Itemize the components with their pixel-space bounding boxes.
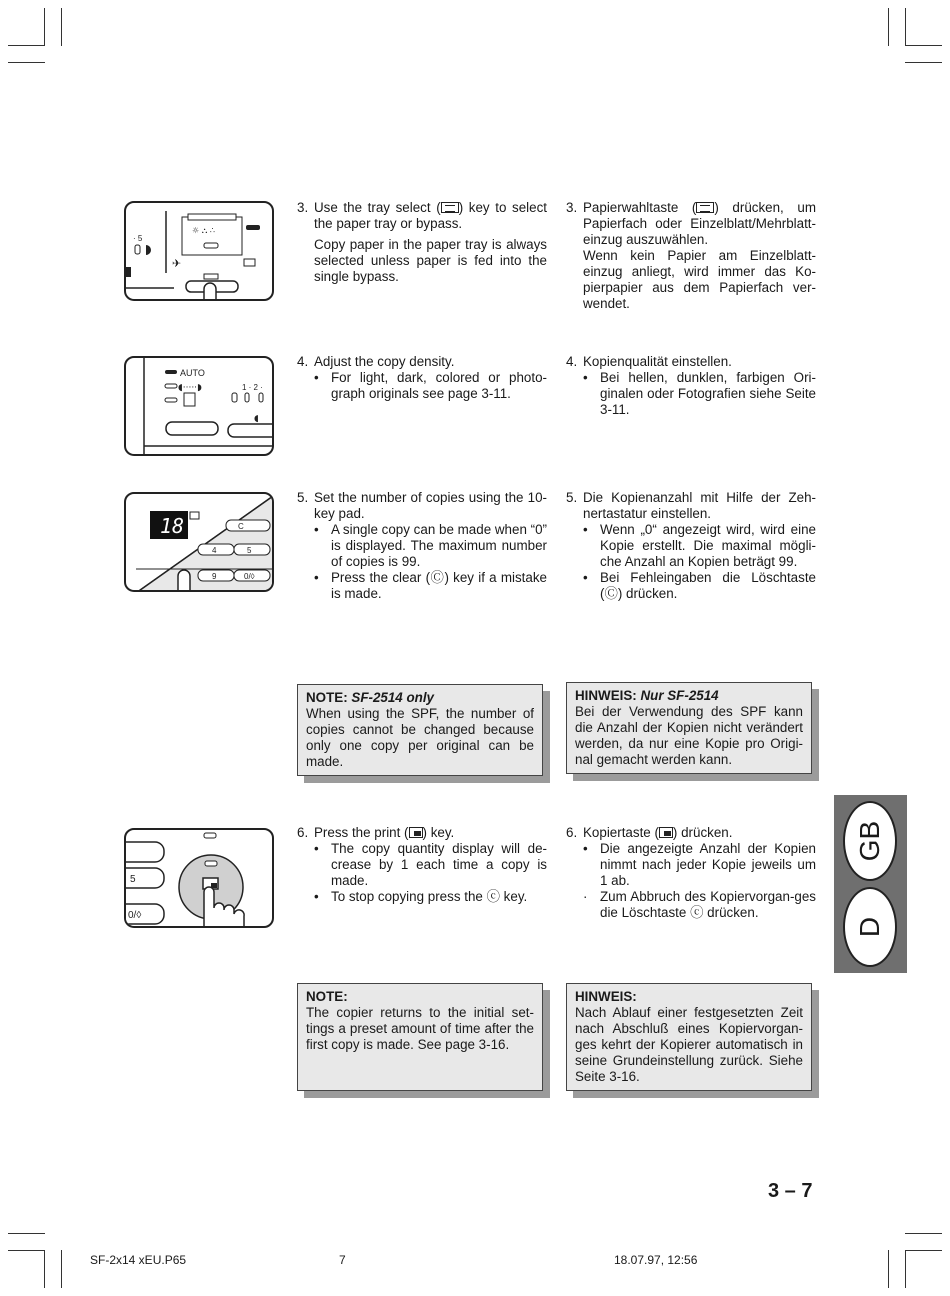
panel1-dot5: · 5: [133, 234, 143, 243]
print-key-icon: [409, 827, 423, 838]
tray-select-icon: [441, 202, 459, 213]
crop-mark: [8, 1233, 45, 1234]
crop-mark: [905, 1250, 906, 1288]
note-body: Nach Ablauf einer festgesetzten Zeit nach Abschluß eines Kopiervorgan-ges kehrt der Kopierer automatisch in seine Grundeinstellung zurück. Siehe Seite 3-16.: [575, 1005, 803, 1084]
list-item: · Zum Abbruch des Kopiervorgan-ges die Löschtaste ⓒ drücken.: [583, 889, 816, 920]
list-item: • To stop copying press the ⓒ key.: [314, 889, 528, 904]
tray-panel-drawing: [126, 203, 274, 301]
key-0: 0/◊: [128, 910, 142, 921]
step-text: Use the tray select ( ) key to select the paper tray or bypass.: [314, 200, 547, 231]
crop-mark: [8, 1250, 45, 1251]
crop-mark: [905, 8, 906, 46]
step-5-de: [566, 490, 816, 602]
list-item: • The copy quantity display will de-crease by 1 each time a copy is made.: [314, 841, 547, 888]
crop-mark: [44, 8, 45, 46]
note-box-sf2514-de: [566, 682, 812, 774]
key-0: 0/◊: [244, 572, 255, 581]
crop-mark: [905, 45, 942, 46]
keypad-panel-illustration: [124, 492, 274, 592]
list-item: • Press the clear (Ⓒ) key if a mistake is made.: [314, 570, 547, 601]
crop-mark: [61, 1250, 62, 1288]
step-text: Press the print ( ) key.: [314, 825, 455, 840]
note-heading: HINWEIS: Nur SF-2514: [575, 688, 719, 703]
language-side-tab: [834, 795, 907, 973]
step-3-de: [566, 200, 816, 312]
note-heading: NOTE:: [306, 989, 348, 1004]
note-body: Bei der Verwendung des SPF kann die Anzahl der Kopien nicht verändert werden, da nur eine Kopie pro Origi-nal gemacht werden kann.: [575, 704, 803, 767]
footer-file-name: SF-2x14 xEU.P65: [90, 1253, 187, 1267]
language-tab-d: D: [843, 887, 897, 967]
panel2-scale: 1 · 2 ·: [242, 383, 263, 392]
step-4-de: [566, 354, 816, 418]
keypad-panel-drawing: [126, 494, 274, 592]
step-text: Papierwahltaste ( ) drücken, um Papierfach oder Einzelblatt/Mehrblatt-einzug auszuwählen.: [583, 200, 816, 247]
step-number: 5.: [566, 490, 578, 505]
list-item: • For light, dark, colored or photo-graph originals see page 3-11.: [314, 370, 547, 401]
list-item: • Die angezeigte Anzahl der Kopien nimmt nach jeder Kopie jeweils um 1 ab.: [583, 841, 816, 888]
crop-mark: [905, 1250, 942, 1251]
print-key-icon: [659, 827, 673, 838]
print-key-panel-illustration: [124, 828, 274, 928]
list-item: • A single copy can be made when “0” is displayed. The maximum number of copies is 99.: [314, 522, 547, 569]
copy-count-display: 18: [160, 514, 185, 538]
crop-mark: [8, 45, 45, 46]
step-3-en: [297, 200, 547, 285]
step-number: 6.: [566, 825, 578, 840]
step-6-en: [297, 825, 547, 905]
key-4: 4: [212, 546, 217, 555]
note-body: When using the SPF, the number of copies cannot be changed because only one copy per original can be made.: [306, 706, 534, 769]
step-number: 3.: [566, 200, 578, 215]
key-c: C: [238, 522, 244, 531]
step-text: Kopiertaste ( ) drücken.: [583, 825, 733, 840]
step-number: 4.: [566, 354, 578, 369]
crop-mark: [888, 1250, 889, 1288]
step-number: 5.: [297, 490, 309, 505]
footer-date: 18.07.97, 12:56: [614, 1253, 698, 1267]
note-heading: NOTE: SF-2514 only: [306, 690, 434, 705]
note-body: The copier returns to the initial set-tings a preset amount of time after the first copy is made. See page 3-16.: [306, 1005, 534, 1052]
key-9: 9: [212, 572, 217, 581]
step-number: 6.: [297, 825, 309, 840]
step-text: Set the number of copies using the 10-key pad.: [314, 490, 547, 521]
svg-text:◖·····◗: ◖·····◗: [178, 383, 202, 393]
list-item: • Bei Fehleingaben die Löschtaste (Ⓒ) drücken.: [583, 570, 816, 601]
crop-mark: [61, 8, 62, 46]
list-item: • Wenn „0“ angezeigt wird, wird eine Kopie erstellt. Die maximal mögli-che Anzahl an Kopien beträgt 99.: [583, 522, 816, 569]
crop-mark: [905, 62, 942, 63]
panel2-auto: AUTO: [180, 368, 205, 378]
step-paragraph: Wenn kein Papier am Einzelblatt-einzug anliegt, wird immer das Ko-pierpapier aus dem Papierfach ver-wendet.: [583, 248, 816, 311]
note-box-reset-de: [566, 983, 812, 1091]
note-heading: HINWEIS:: [575, 989, 637, 1004]
density-panel-drawing: [126, 358, 274, 456]
crop-mark: [888, 8, 889, 46]
step-text: Die Kopienanzahl mit Hilfe der Zeh-nertastatur einstellen.: [583, 490, 816, 521]
step-number: 4.: [297, 354, 309, 369]
step-number: 3.: [297, 200, 309, 215]
crop-mark: [44, 1250, 45, 1288]
footer-page: 7: [339, 1253, 346, 1267]
step-paragraph: Copy paper in the paper tray is always selected unless paper is fed into the single bypass.: [314, 237, 547, 284]
page-number: 3 – 7: [768, 1180, 813, 1202]
svg-text:✈: ✈: [172, 257, 182, 270]
list-item: • Bei hellen, dunklen, farbigen Ori-ginalen oder Fotografien siehe Seite 3-11.: [583, 370, 816, 417]
tray-select-panel-illustration: [124, 201, 274, 301]
step-6-de: [566, 825, 816, 921]
crop-mark: [905, 1233, 942, 1234]
key-5: 5: [130, 874, 136, 885]
density-panel-illustration: [124, 356, 274, 456]
step-text: Kopienqualität einstellen.: [583, 354, 732, 369]
crop-mark: [8, 62, 45, 63]
print-panel-drawing: [126, 830, 274, 928]
note-box-sf2514-en: [297, 684, 543, 776]
step-5-en: [297, 490, 547, 602]
svg-text:◖: ◖: [254, 414, 259, 424]
note-box-reset-en: [297, 983, 543, 1091]
key-5: 5: [247, 546, 252, 555]
svg-text:☼ ⛬ ∴: ☼ ⛬ ∴: [192, 226, 215, 235]
tray-select-icon: [696, 202, 714, 213]
step-text: Adjust the copy density.: [314, 354, 455, 369]
step-4-en: [297, 354, 547, 402]
language-tab-gb: GB: [843, 801, 897, 881]
